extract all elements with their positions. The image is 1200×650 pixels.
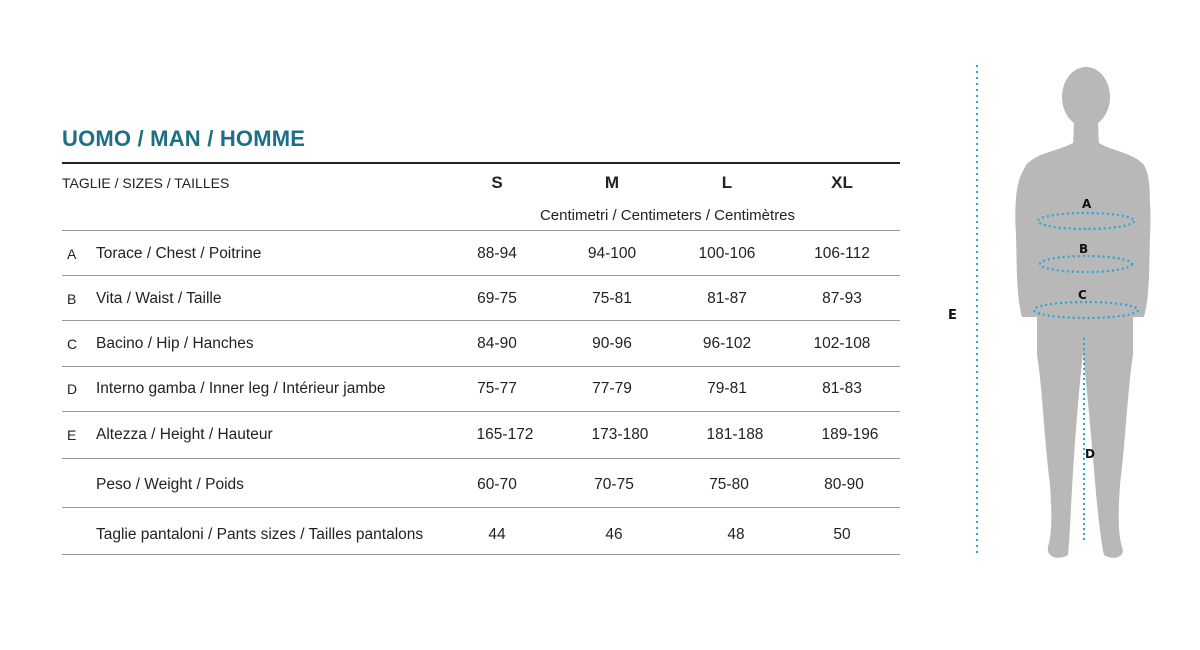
value-m: 46 (605, 526, 623, 543)
value-s: 44 (488, 526, 506, 543)
body-measurement-figure (940, 55, 1200, 575)
row-label: Taglie pantaloni / Pants sizes / Tailles pantalons (96, 526, 424, 543)
value-s: 165-172 (476, 426, 534, 443)
marker-e: E (948, 308, 957, 323)
row-label: Bacino / Hip / Hanches (96, 335, 254, 352)
value-s: 75-77 (477, 380, 517, 397)
marker-a: A (1082, 197, 1092, 211)
value-m: 173-180 (591, 426, 649, 443)
value-l: 96-102 (702, 335, 752, 352)
value-xl: 102-108 (813, 335, 871, 352)
table-row (0, 512, 900, 552)
row-letter: B (67, 291, 77, 307)
table-row (0, 276, 900, 316)
marker-b: B (1079, 242, 1089, 256)
value-l: 79-81 (707, 380, 747, 397)
value-s: 84-90 (477, 335, 517, 352)
size-header-m: M (604, 173, 620, 192)
row-label: Torace / Chest / Poitrine (96, 245, 262, 262)
marker-c: C (1078, 288, 1087, 302)
value-l: 81-87 (707, 290, 747, 307)
row-label: Vita / Waist / Taille (96, 290, 222, 307)
marker-d: D (1085, 447, 1095, 461)
size-header-xl: XL (831, 173, 853, 192)
table-row (0, 412, 900, 452)
row-label: Interno gamba / Inner leg / Intérieur jambe (96, 380, 386, 397)
value-xl: 81-83 (822, 380, 862, 397)
value-s: 88-94 (477, 245, 517, 262)
sizes-header-label: TAGLIE / SIZES / TAILLES (62, 175, 230, 191)
separator (62, 507, 900, 508)
row-letter: E (67, 427, 77, 443)
row-label: Peso / Weight / Poids (96, 476, 244, 493)
separator (62, 554, 900, 555)
value-m: 94-100 (587, 245, 637, 262)
value-m: 77-79 (592, 380, 632, 397)
value-l: 181-188 (706, 426, 764, 443)
value-l: 100-106 (698, 245, 756, 262)
table-row (0, 231, 900, 271)
units-label: Centimetri / Centimeters / Centimètres (539, 207, 796, 224)
table-top-rule (62, 162, 900, 164)
value-xl: 189-196 (821, 426, 879, 443)
row-letter: A (67, 246, 77, 262)
table-row (0, 462, 900, 502)
value-m: 75-81 (592, 290, 632, 307)
value-m: 90-96 (592, 335, 632, 352)
table-row (0, 366, 900, 406)
value-s: 60-70 (477, 476, 517, 493)
size-header-s: S (491, 173, 503, 192)
value-xl: 80-90 (824, 476, 864, 493)
separator (62, 458, 900, 459)
body-silhouette-icon (1015, 67, 1150, 558)
value-m: 70-75 (594, 476, 634, 493)
row-label: Altezza / Height / Hauteur (96, 426, 273, 443)
value-l: 48 (727, 526, 745, 543)
value-s: 69-75 (477, 290, 517, 307)
value-xl: 87-93 (822, 290, 862, 307)
value-l: 75-80 (709, 476, 749, 493)
page-title: UOMO / MAN / HOMME (62, 126, 306, 151)
value-xl: 106-112 (814, 245, 870, 262)
size-header-l: L (721, 173, 733, 192)
value-xl: 50 (833, 526, 851, 543)
table-row (0, 321, 900, 361)
row-letter: C (67, 336, 78, 352)
row-letter: D (67, 381, 78, 397)
